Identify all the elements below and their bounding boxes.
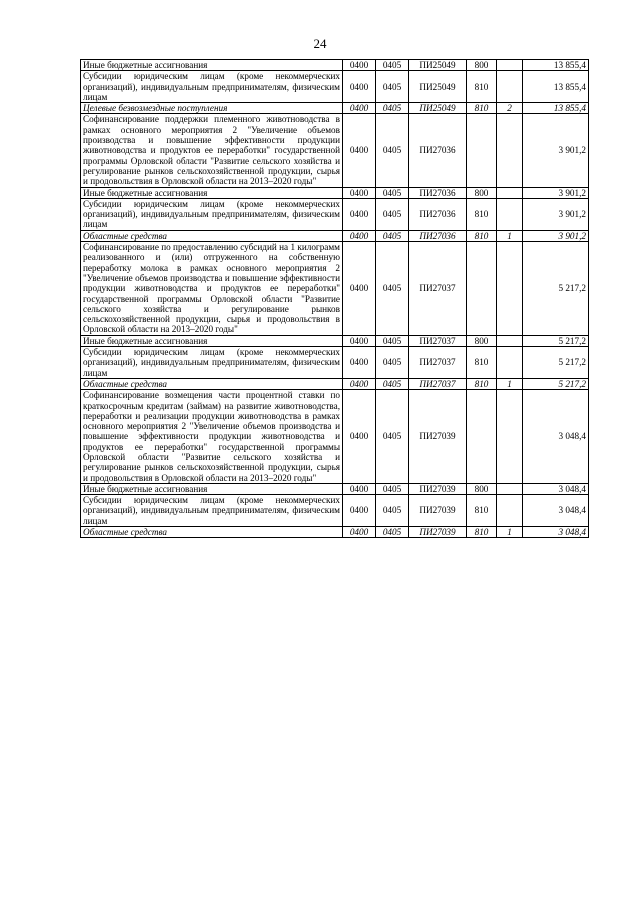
cell-amount: 3 901,2 <box>523 114 589 187</box>
cell-amount: 13 855,4 <box>523 71 589 103</box>
cell-description: Субсидии юридическим лицам (кроме некоммерческих организаций), индивидуальным предпринимателям, физическим лицам <box>81 71 343 103</box>
cell-funding-source <box>497 71 523 103</box>
cell-subsection: 0405 <box>376 242 409 336</box>
cell-section: 0400 <box>343 71 376 103</box>
cell-section: 0400 <box>343 114 376 187</box>
cell-expense-type: 810 <box>467 495 497 527</box>
cell-funding-source: 1 <box>497 527 523 538</box>
cell-subsection: 0405 <box>376 103 409 114</box>
cell-funding-source: 2 <box>497 103 523 114</box>
table-row <box>81 187 589 198</box>
table-row <box>81 495 589 527</box>
cell-expense-type: 810 <box>467 527 497 538</box>
cell-subsection: 0405 <box>376 71 409 103</box>
page-number: 24 <box>313 36 327 51</box>
cell-amount: 5 217,2 <box>523 242 589 336</box>
cell-description: Софинансирование поддержки племенного животноводства в рамках основного мероприятия 2 "Увеличение объемов производства и повышение эффективности продукции животноводства и продуктов ее переработки" государственной программы Орловской области "Развитие сельского хозяйства и регулирование рынков сельскохозяйственной продукции, сырья и продовольствия в Орловской области на 2013–2020 годы" <box>81 114 343 187</box>
cell-amount: 5 217,2 <box>523 378 589 389</box>
cell-section: 0400 <box>343 390 376 484</box>
cell-subsection: 0405 <box>376 527 409 538</box>
cell-section: 0400 <box>343 378 376 389</box>
cell-description: Субсидии юридическим лицам (кроме некоммерческих организаций), индивидуальным предпринимателям, физическим лицам <box>81 347 343 379</box>
table-row <box>81 390 589 484</box>
cell-funding-source <box>497 198 523 230</box>
cell-expense-type: 800 <box>467 483 497 494</box>
cell-section: 0400 <box>343 347 376 379</box>
cell-amount: 3 048,4 <box>523 483 589 494</box>
cell-expense-type: 810 <box>467 198 497 230</box>
cell-section: 0400 <box>343 527 376 538</box>
cell-subsection: 0405 <box>376 347 409 379</box>
table-row <box>81 103 589 114</box>
cell-target-article: ПИ27037 <box>409 242 467 336</box>
cell-funding-source <box>497 242 523 336</box>
cell-description: Областные средства <box>81 378 343 389</box>
budget-table <box>80 59 589 538</box>
cell-description: Софинансирование по предоставлению субсидий на 1 килограмм реализованного и (или) отгруженного на собственную переработку молока в рамках основного мероприятия 2 "Увеличение объемов производства и повышение эффективности продукции животноводства и продуктов ее переработки" государственной программы Орловской области "Развитие сельского хозяйства и регулирование рынков сельскохозяйственной продукции, сырья и продовольствия в Орловской области на 2013–2020 годы" <box>81 242 343 336</box>
cell-expense-type: 800 <box>467 60 497 71</box>
cell-expense-type: 810 <box>467 103 497 114</box>
table-row <box>81 71 589 103</box>
table-row <box>81 335 589 346</box>
cell-description: Иные бюджетные ассигнования <box>81 60 343 71</box>
cell-section: 0400 <box>343 60 376 71</box>
cell-target-article: ПИ27036 <box>409 230 467 241</box>
cell-target-article: ПИ27036 <box>409 187 467 198</box>
cell-subsection: 0405 <box>376 495 409 527</box>
cell-subsection: 0405 <box>376 230 409 241</box>
cell-expense-type: 810 <box>467 230 497 241</box>
cell-description: Иные бюджетные ассигнования <box>81 335 343 346</box>
cell-subsection: 0405 <box>376 378 409 389</box>
cell-subsection: 0405 <box>376 390 409 484</box>
cell-amount: 3 901,2 <box>523 187 589 198</box>
cell-target-article: ПИ27036 <box>409 198 467 230</box>
cell-subsection: 0405 <box>376 60 409 71</box>
cell-subsection: 0405 <box>376 114 409 187</box>
cell-amount: 3 901,2 <box>523 198 589 230</box>
cell-funding-source <box>497 347 523 379</box>
cell-target-article: ПИ25049 <box>409 71 467 103</box>
cell-target-article: ПИ27039 <box>409 390 467 484</box>
cell-section: 0400 <box>343 187 376 198</box>
table-row <box>81 198 589 230</box>
cell-description: Субсидии юридическим лицам (кроме некоммерческих организаций), индивидуальным предпринимателям, физическим лицам <box>81 198 343 230</box>
cell-expense-type <box>467 242 497 336</box>
cell-expense-type <box>467 390 497 484</box>
cell-description: Целевые безвозмездные поступления <box>81 103 343 114</box>
cell-amount: 3 048,4 <box>523 390 589 484</box>
table-row <box>81 378 589 389</box>
cell-funding-source <box>497 390 523 484</box>
cell-section: 0400 <box>343 230 376 241</box>
cell-description: Иные бюджетные ассигнования <box>81 187 343 198</box>
cell-expense-type <box>467 114 497 187</box>
cell-target-article: ПИ27039 <box>409 527 467 538</box>
cell-subsection: 0405 <box>376 483 409 494</box>
cell-target-article: ПИ25049 <box>409 103 467 114</box>
cell-amount: 3 048,4 <box>523 527 589 538</box>
table-row <box>81 483 589 494</box>
cell-target-article: ПИ25049 <box>409 60 467 71</box>
cell-description: Областные средства <box>81 230 343 241</box>
table-row <box>81 242 589 336</box>
cell-funding-source: 1 <box>497 230 523 241</box>
cell-amount: 3 048,4 <box>523 495 589 527</box>
table-row <box>81 527 589 538</box>
cell-funding-source <box>497 114 523 187</box>
cell-section: 0400 <box>343 335 376 346</box>
table-row <box>81 347 589 379</box>
cell-target-article: ПИ27037 <box>409 347 467 379</box>
cell-funding-source <box>497 187 523 198</box>
table-row <box>81 230 589 241</box>
table-row <box>81 60 589 71</box>
cell-subsection: 0405 <box>376 187 409 198</box>
cell-funding-source <box>497 483 523 494</box>
cell-target-article: ПИ27039 <box>409 495 467 527</box>
cell-funding-source <box>497 60 523 71</box>
cell-amount: 5 217,2 <box>523 347 589 379</box>
cell-expense-type: 800 <box>467 187 497 198</box>
cell-description: Софинансирование возмещения части процентной ставки по краткосрочным кредитам (займам) на развитие животноводства, переработки и реализации продукции животноводства в рамках основного мероприятия 2 "Увеличение объемов производства и повышение эффективности продукции животноводства и продуктов ее переработки" государственной программы Орловской области "Развитие сельского хозяйства и регулирование рынков сельскохозяйственной продукции, сырья и продовольствия в Орловской области на 2013–2020 годы" <box>81 390 343 484</box>
cell-expense-type: 810 <box>467 71 497 103</box>
cell-target-article: ПИ27036 <box>409 114 467 187</box>
cell-description: Субсидии юридическим лицам (кроме некоммерческих организаций), индивидуальным предпринимателям, физическим лицам <box>81 495 343 527</box>
cell-amount: 3 901,2 <box>523 230 589 241</box>
cell-target-article: ПИ27037 <box>409 378 467 389</box>
cell-funding-source <box>497 495 523 527</box>
cell-section: 0400 <box>343 483 376 494</box>
cell-funding-source: 1 <box>497 378 523 389</box>
cell-target-article: ПИ27039 <box>409 483 467 494</box>
cell-description: Иные бюджетные ассигнования <box>81 483 343 494</box>
cell-target-article: ПИ27037 <box>409 335 467 346</box>
cell-amount: 5 217,2 <box>523 335 589 346</box>
cell-section: 0400 <box>343 242 376 336</box>
cell-section: 0400 <box>343 198 376 230</box>
cell-funding-source <box>497 335 523 346</box>
cell-section: 0400 <box>343 495 376 527</box>
table-row <box>81 114 589 187</box>
cell-subsection: 0405 <box>376 335 409 346</box>
cell-amount: 13 855,4 <box>523 103 589 114</box>
cell-amount: 13 855,4 <box>523 60 589 71</box>
cell-description: Областные средства <box>81 527 343 538</box>
cell-subsection: 0405 <box>376 198 409 230</box>
cell-expense-type: 810 <box>467 347 497 379</box>
cell-expense-type: 810 <box>467 378 497 389</box>
cell-expense-type: 800 <box>467 335 497 346</box>
cell-section: 0400 <box>343 103 376 114</box>
